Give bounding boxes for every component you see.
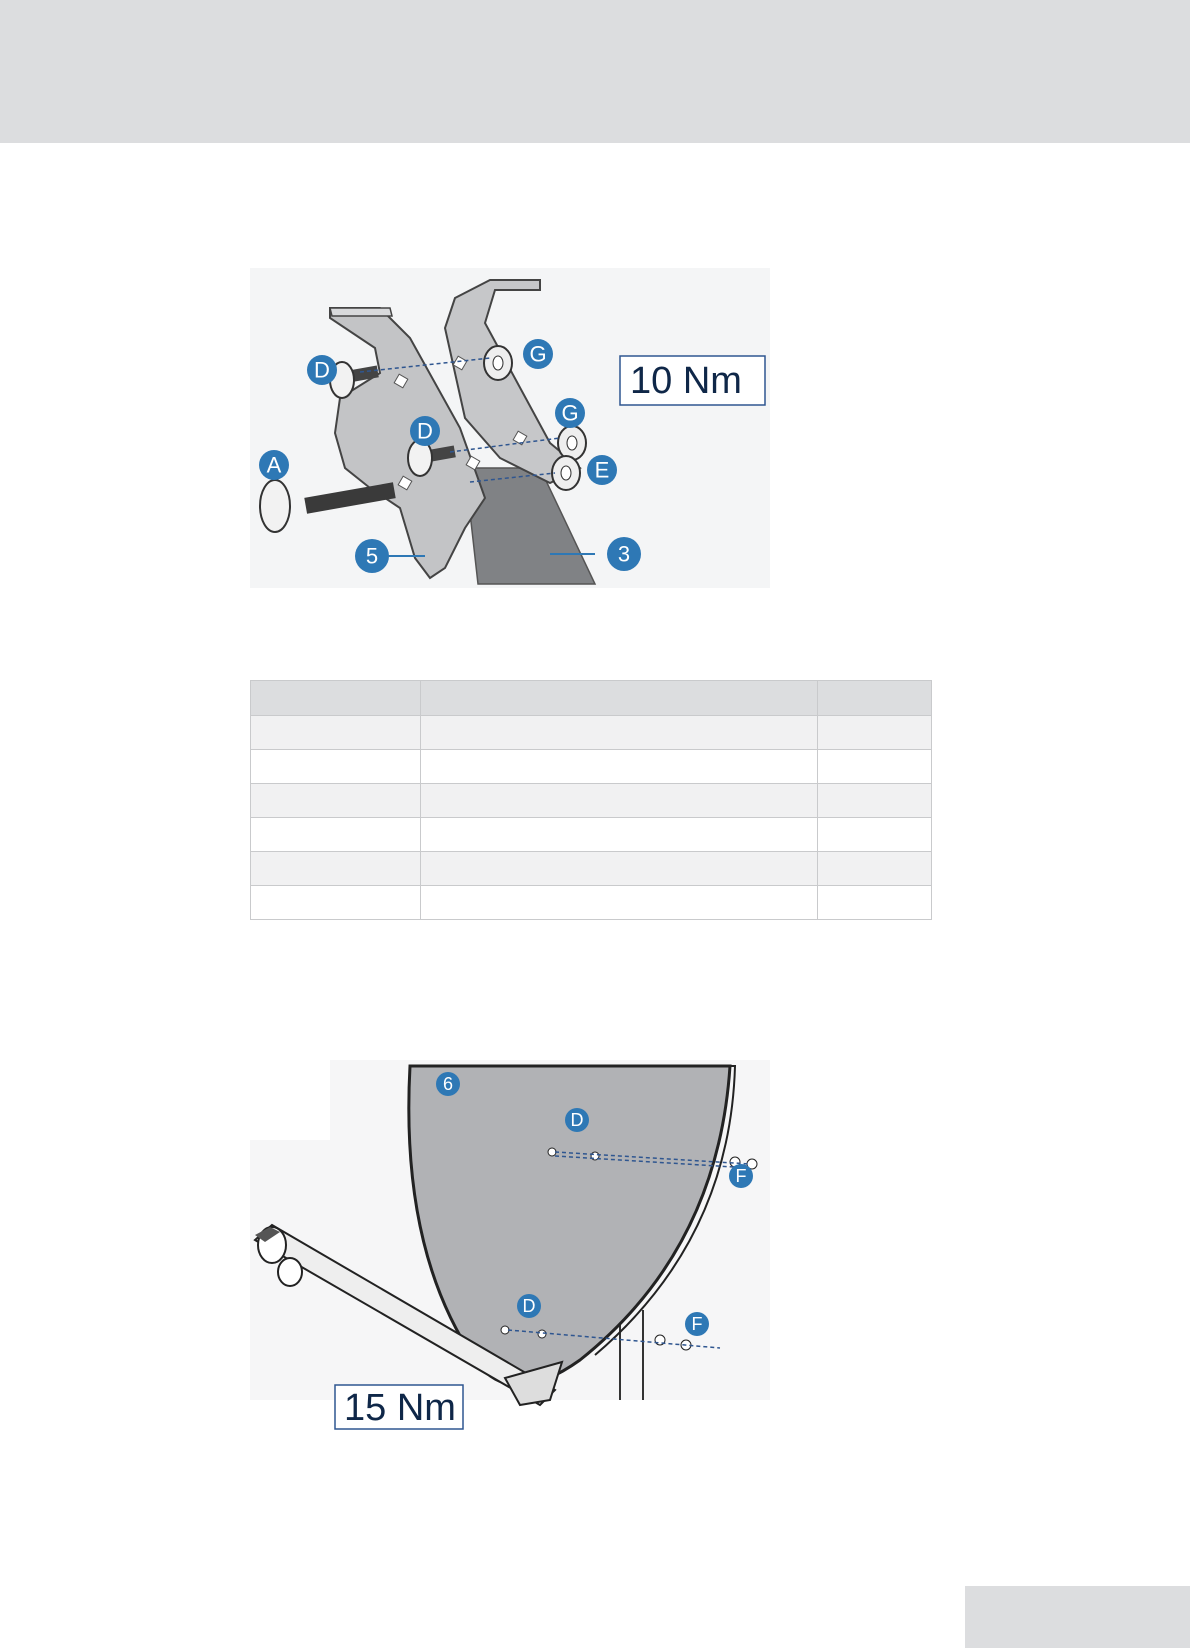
svg-text:6: 6 xyxy=(442,1074,454,1094)
callout-d-upper xyxy=(565,1108,589,1132)
bracket-assembly-figure xyxy=(250,268,770,588)
svg-text:G: G xyxy=(529,341,547,367)
table-header-cell xyxy=(421,681,818,716)
callout-3 xyxy=(607,537,641,571)
callout-f-lower xyxy=(685,1312,709,1336)
table-cell xyxy=(421,784,818,818)
svg-text:3: 3 xyxy=(617,541,631,567)
table-header-row xyxy=(251,681,932,716)
callout-f-upper xyxy=(729,1164,753,1188)
table-row xyxy=(251,818,932,852)
table-cell xyxy=(818,852,932,886)
table-cell xyxy=(818,886,932,920)
table-cell xyxy=(251,886,421,920)
parts-table xyxy=(250,680,932,920)
table-row xyxy=(251,886,932,920)
svg-text:A: A xyxy=(266,452,282,478)
page-footer-tab xyxy=(965,1586,1190,1648)
callout-5 xyxy=(355,539,389,573)
table-cell xyxy=(251,784,421,818)
callout-d-middle xyxy=(410,416,440,446)
dish-assembly-figure xyxy=(250,1060,770,1430)
table-cell xyxy=(818,750,932,784)
table-cell xyxy=(818,818,932,852)
page-header-band xyxy=(0,0,1190,143)
table-cell xyxy=(421,818,818,852)
table-cell xyxy=(818,784,932,818)
table-cell xyxy=(421,750,818,784)
svg-text:E: E xyxy=(594,457,610,483)
svg-text:D: D xyxy=(314,357,330,383)
table-cell xyxy=(818,716,932,750)
table-header-cell xyxy=(818,681,932,716)
table-cell xyxy=(421,886,818,920)
callout-d-lower xyxy=(517,1294,541,1318)
callout-g-top xyxy=(523,339,553,369)
table-row xyxy=(251,784,932,818)
callout-g-middle xyxy=(555,398,585,428)
callout-d-top xyxy=(307,355,337,385)
svg-text:10 Nm: 10 Nm xyxy=(630,360,742,402)
table-cell xyxy=(251,818,421,852)
table-cell xyxy=(251,750,421,784)
table-cell xyxy=(421,716,818,750)
svg-text:D: D xyxy=(522,1296,536,1316)
table-row xyxy=(251,750,932,784)
table-row xyxy=(251,716,932,750)
table-cell xyxy=(251,716,421,750)
callout-6 xyxy=(436,1072,460,1096)
callout-e xyxy=(587,455,617,485)
svg-text:F: F xyxy=(691,1314,703,1334)
table-header-cell xyxy=(251,681,421,716)
svg-text:G: G xyxy=(561,400,579,426)
table-cell xyxy=(251,852,421,886)
torque-label-10nm xyxy=(620,356,765,405)
svg-text:F: F xyxy=(735,1166,747,1186)
svg-text:D: D xyxy=(570,1110,584,1130)
svg-text:5: 5 xyxy=(365,543,379,569)
svg-text:D: D xyxy=(417,418,433,444)
table-row xyxy=(251,852,932,886)
table-cell xyxy=(421,852,818,886)
callout-a xyxy=(259,450,289,480)
torque-label-15nm xyxy=(335,1385,463,1429)
svg-text:15 Nm: 15 Nm xyxy=(344,1387,456,1429)
